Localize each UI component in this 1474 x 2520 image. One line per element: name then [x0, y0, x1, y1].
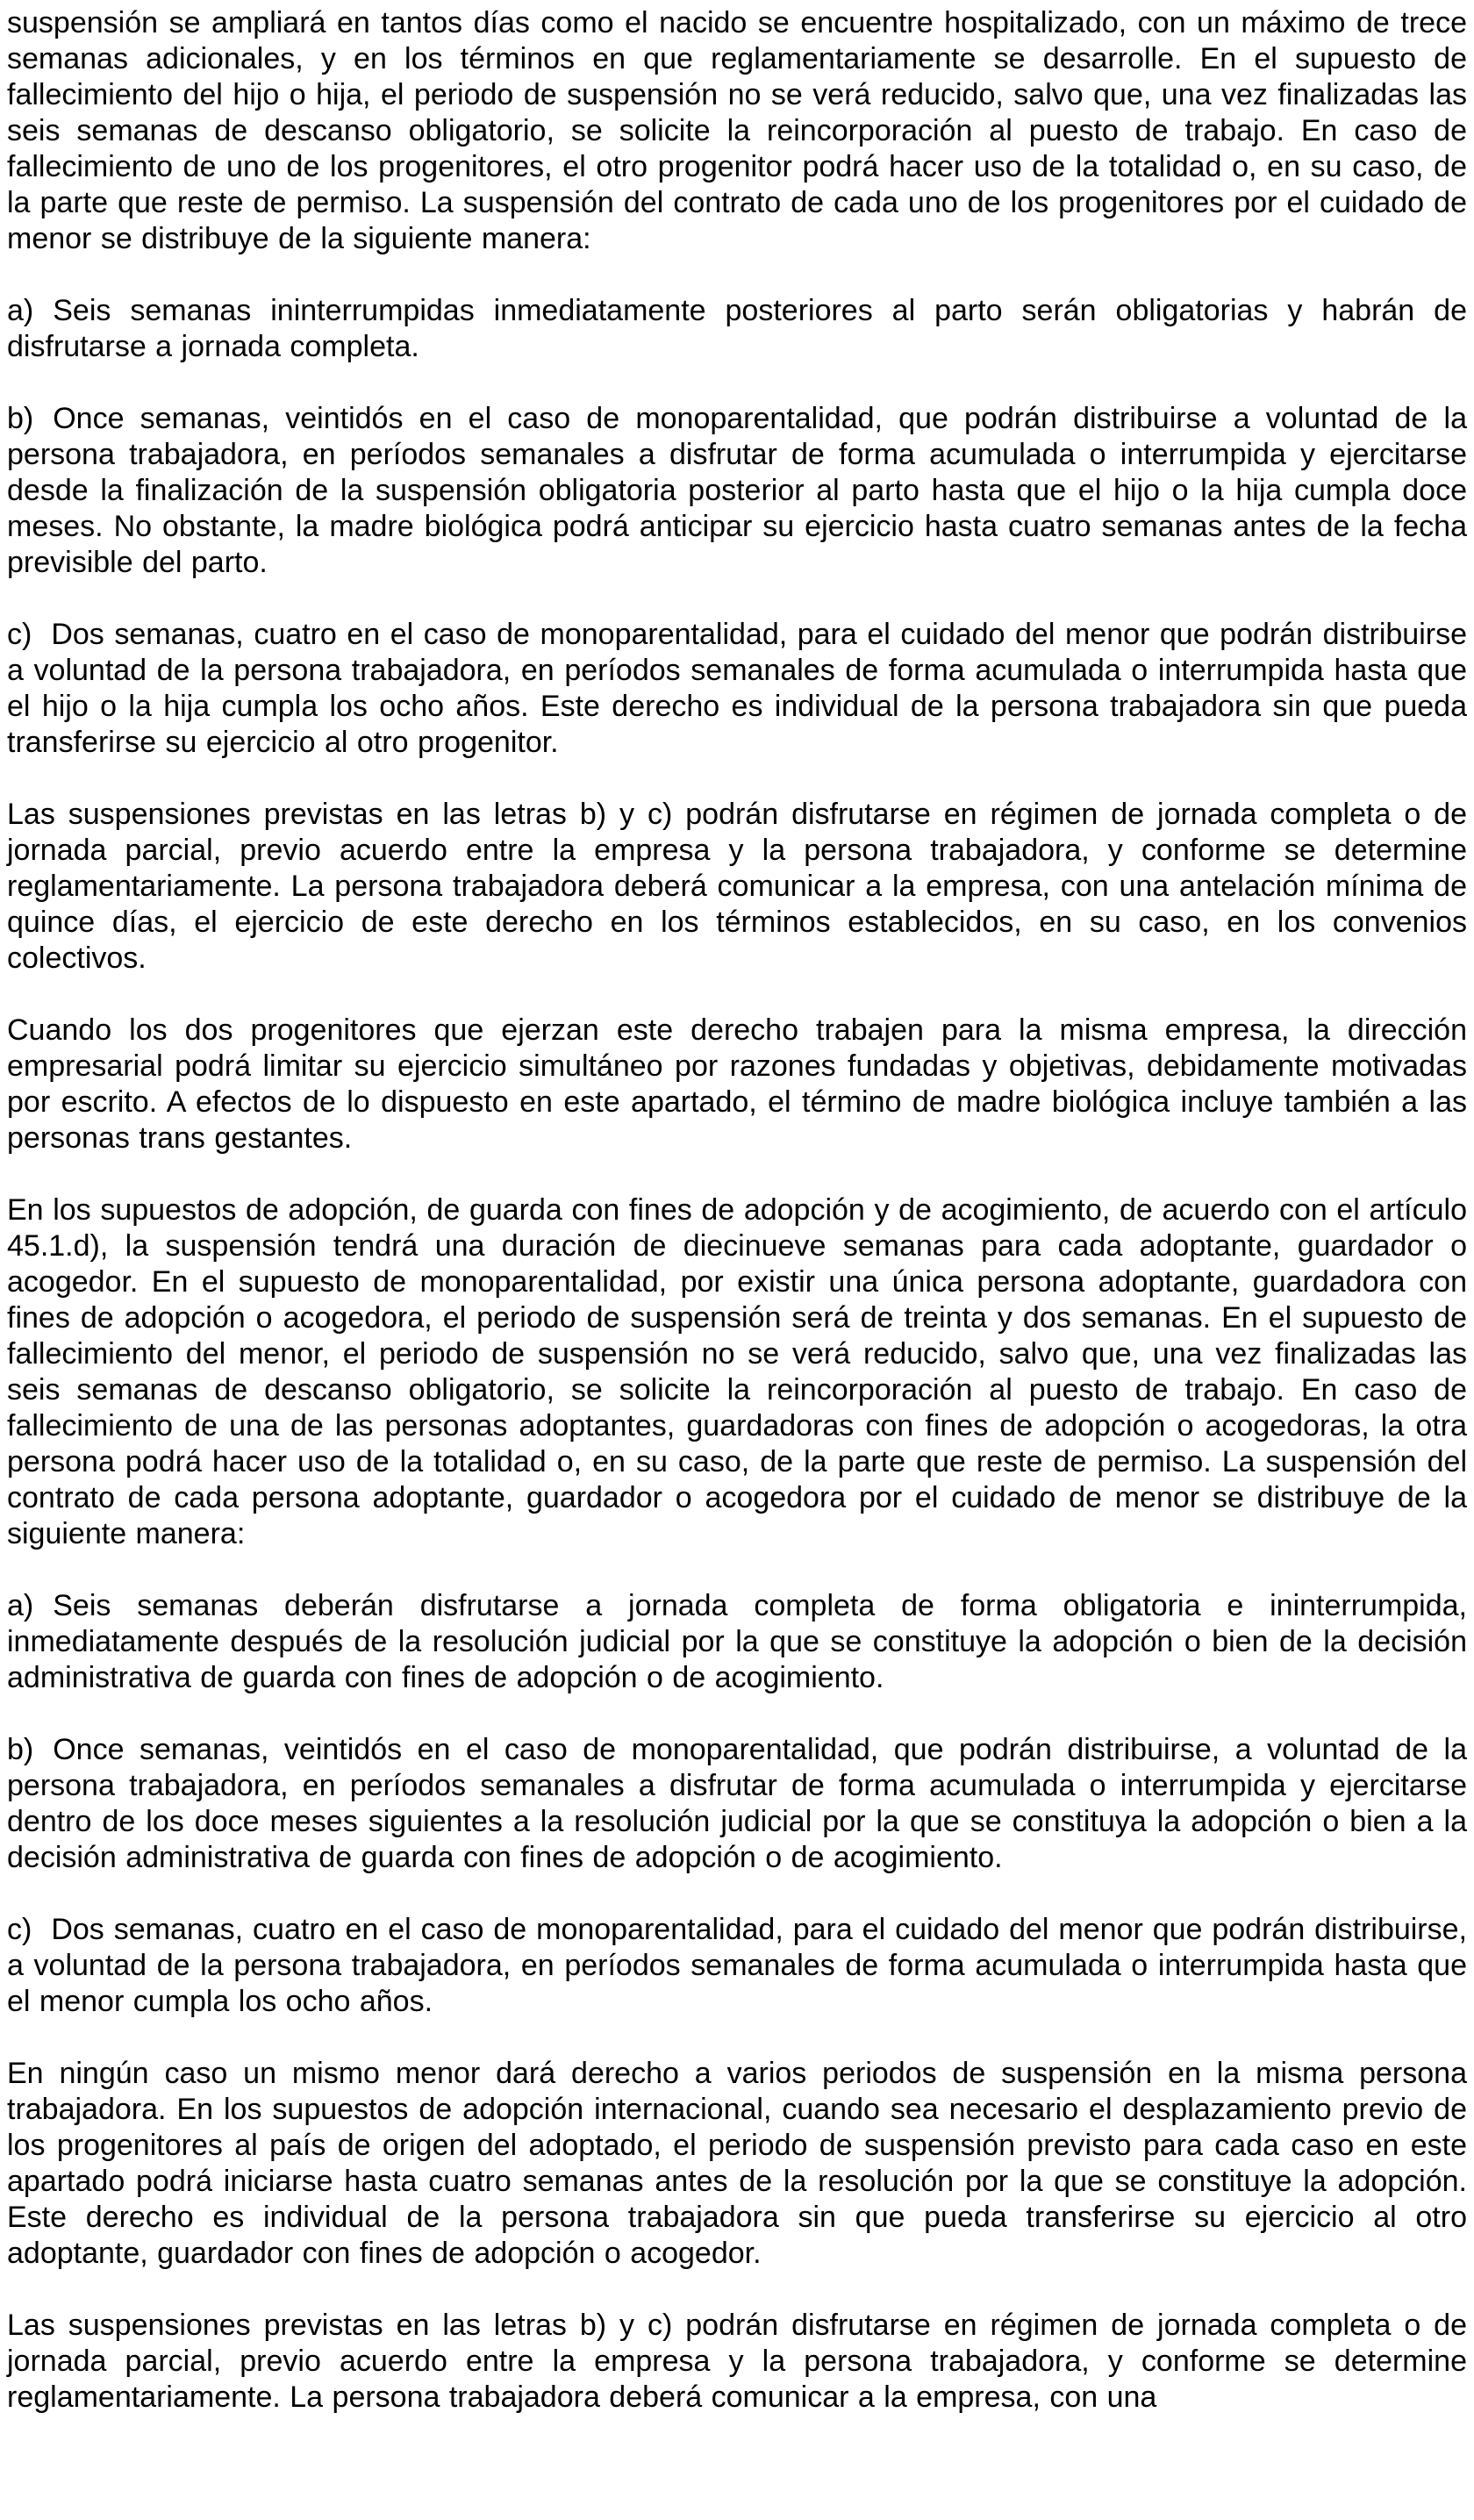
list-marker: a) — [7, 1589, 34, 1622]
paragraph-text: Once semanas, veintidós en el caso de monoparentalidad, que podrán distribuirse, a voluntad de la persona trabajadora, en períodos semanales a disfrutar de forma acumulada o interrumpida y ejercitarse dentro de los doce meses siguientes a la resolución judicial por la que se constituya la adopción o bien a la decisión administrativa de guarda con fines de adopción o de acogimiento. — [7, 1733, 1467, 1874]
list-marker: b) — [7, 1733, 34, 1766]
list-item — [7, 1912, 1467, 2020]
list-item — [7, 1732, 1467, 1876]
list-marker: c) — [7, 1913, 32, 1946]
paragraph — [7, 1013, 1467, 1156]
list-item — [7, 1588, 1467, 1696]
paragraph-text: Seis semanas deberán disfrutarse a jornada completa de forma obligatoria e ininterrumpida, inmediatamente después de la resolución judicial por la que se constituye la adopción o bien de la decisión administrativa de guarda con fines de adopción o de acogimiento. — [7, 1589, 1467, 1694]
paragraph-text: Cuando los dos progenitores que ejerzan este derecho trabajen para la misma empresa, la dirección empresarial podrá limitar su ejercicio simultáneo por razones fundadas y objetivas, debidamente motivadas por escrito. A efectos de lo dispuesto en este apartado, el término de madre biológica incluye también a las personas trans gestantes. — [7, 1013, 1467, 1155]
list-item — [7, 617, 1467, 761]
paragraph — [7, 2308, 1467, 2416]
list-marker: c) — [7, 618, 32, 651]
list-marker: b) — [7, 402, 34, 435]
paragraph-text: Dos semanas, cuatro en el caso de monoparentalidad, para el cuidado del menor que podrán distribuirse a voluntad de la persona trabajadora, en períodos semanales de forma acumulada o interrumpida hasta que el hijo o la hija cumpla los ocho años. Este derecho es individual de la persona trabajadora sin que pueda transferirse su ejercicio al otro progenitor. — [7, 618, 1467, 759]
paragraph-text: Las suspensiones previstas en las letras b) y c) podrán disfrutarse en régimen de jornada completa o de jornada parcial, previo acuerdo entre la empresa y la persona trabajadora, y conforme se determine reglamentariamente. La persona trabajadora deberá comunicar a la empresa, con una antelación mínima de quince días, el ejercicio de este derecho en los términos establecidos, en su caso, en los convenios colectivos. — [7, 798, 1467, 975]
paragraph-text: Seis semanas ininterrumpidas inmediatamente posteriores al parto serán obligatorias y habrán de disfrutarse a jornada completa. — [7, 294, 1467, 363]
list-item — [7, 401, 1467, 581]
paragraph — [7, 1192, 1467, 1552]
paragraph — [7, 5, 1467, 257]
paragraph-text: Once semanas, veintidós en el caso de monoparentalidad, que podrán distribuirse a voluntad de la persona trabajadora, en períodos semanales a disfrutar de forma acumulada o interrumpida y ejercitarse desde la finalización de la suspensión obligatoria posterior al parto hasta que el hijo o la hija cumpla doce meses. No obstante, la madre biológica podrá anticipar su ejercicio hasta cuatro semanas antes de la fecha previsible del parto. — [7, 402, 1467, 579]
paragraph — [7, 797, 1467, 977]
paragraph-text: En ningún caso un mismo menor dará derecho a varios periodos de suspensión en la misma persona trabajadora. En los supuestos de adopción internacional, cuando sea necesario el desplazamiento previo de los progenitores al país de origen del adoptado, el periodo de suspensión previsto para cada caso en este apartado podrá iniciarse hasta cuatro semanas antes de la resolución por la que se constituye la adopción. Este derecho es individual de la persona trabajadora sin que pueda transferirse su ejercicio al otro adoptante, guardador con fines de adopción o acogedor. — [7, 2057, 1467, 2270]
paragraph-container — [7, 5, 1467, 2416]
paragraph-text: suspensión se ampliará en tantos días como el nacido se encuentre hospitalizado, con un máximo de trece semanas adicionales, y en los términos en que reglamentariamente se desarrolle. En el supuesto de fallecimiento del hijo o hija, el periodo de suspensión no se verá reducido, salvo que, una vez finalizadas las seis semanas de descanso obligatorio, se solicite la reincorporación al puesto de trabajo. En caso de fallecimiento de uno de los progenitores, el otro progenitor podrá hacer uso de la totalidad o, en su caso, de la parte que reste de permiso. La suspensión del contrato de cada uno de los progenitores por el cuidado de menor se distribuye de la siguiente manera: — [7, 6, 1467, 255]
list-item — [7, 293, 1467, 365]
paragraph-text: Dos semanas, cuatro en el caso de monoparentalidad, para el cuidado del menor que podrán distribuirse, a voluntad de la persona trabajadora, en períodos semanales de forma acumulada o interrumpida hasta que el menor cumpla los ocho años. — [7, 1913, 1467, 2018]
paragraph-text: Las suspensiones previstas en las letras b) y c) podrán disfrutarse en régimen de jornada completa o de jornada parcial, previo acuerdo entre la empresa y la persona trabajadora, y conforme se determine reglamentariamente. La persona trabajadora deberá comunicar a la empresa, con una — [7, 2309, 1467, 2414]
list-marker: a) — [7, 294, 34, 327]
paragraph-text: En los supuestos de adopción, de guarda con fines de adopción y de acogimiento, de acuerdo con el artículo 45.1.d), la suspensión tendrá una duración de diecinueve semanas para cada adoptante, guardador o acogedor. En el supuesto de monoparentalidad, por existir una única persona adoptante, guardadora con fines de adopción o acogedora, el periodo de suspensión será de treinta y dos semanas. En el supuesto de fallecimiento del menor, el periodo de suspensión no se verá reducido, salvo que, una vez finalizadas las seis semanas de descanso obligatorio, se solicite la reincorporación al puesto de trabajo. En caso de fallecimiento de una de las personas adoptantes, guardadoras con fines de adopción o acogedoras, la otra persona podrá hacer uso de la totalidad o, en su caso, de la parte que reste de permiso. La suspensión del contrato de cada persona adoptante, guardador o acogedora por el cuidado de menor se distribuye de la siguiente manera: — [7, 1193, 1467, 1550]
paragraph — [7, 2056, 1467, 2272]
